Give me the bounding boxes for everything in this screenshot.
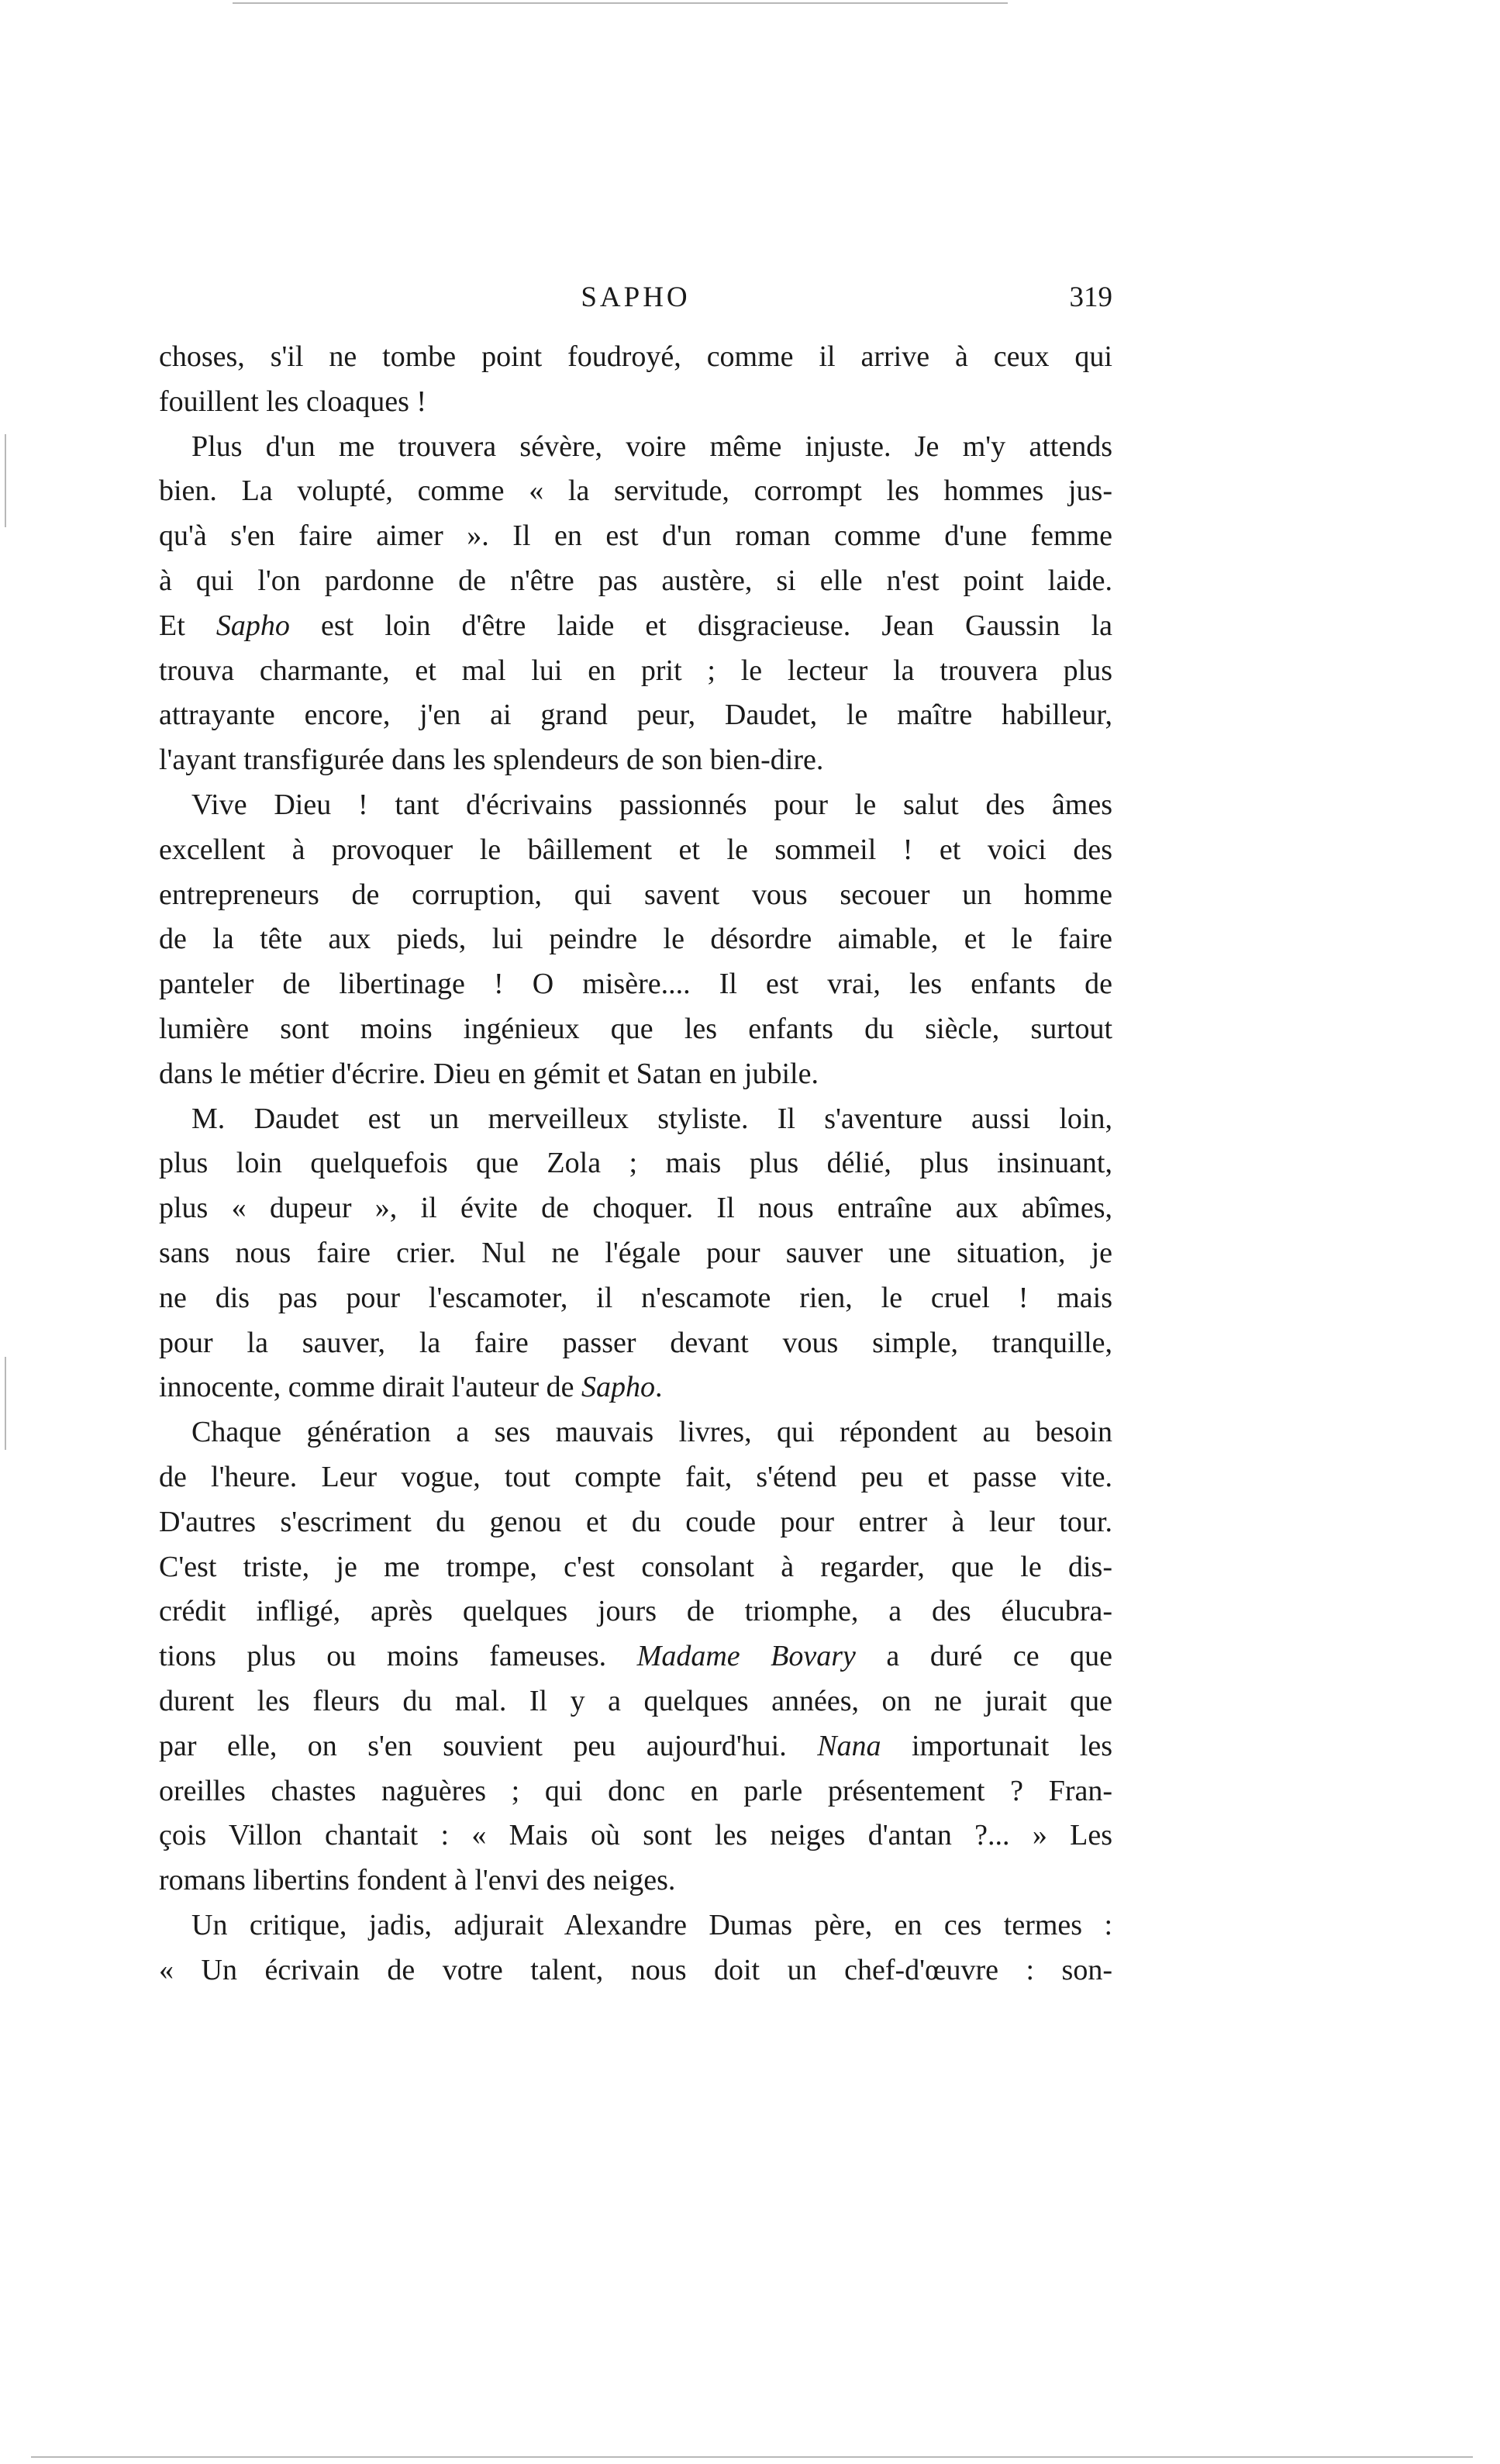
- book-title-nana: Nana: [817, 1729, 881, 1762]
- text-line: qu'à s'en faire aimer ». Il en est d'un roman comme d'une femme: [159, 519, 1112, 553]
- text-line: crédit infligé, après quelques jours de triomphe, a des élucubra-: [159, 1595, 1112, 1628]
- text-line: çois Villon chantait : « Mais où sont les neiges d'antan ?... » Les: [159, 1819, 1112, 1852]
- text-line: M. Daudet est un merveilleux styliste. Il s'aventure aussi loin,: [191, 1102, 1112, 1135]
- paragraph-2: [159, 425, 1112, 783]
- text-line: pour la sauver, la faire passer devant vous simple, tranquille,: [159, 1326, 1112, 1359]
- text-run: tions plus ou moins fameuses.: [159, 1640, 637, 1673]
- text-line: Un critique, jadis, adjurait Alexandre Dumas père, en ces termes :: [191, 1908, 1112, 1941]
- text-line: dans le métier d'écrire. Dieu en gémit et Satan en jubile.: [159, 1057, 819, 1090]
- paragraph-5: [159, 1410, 1112, 1903]
- text-line: « Un écrivain de votre talent, nous doit un chef-d'œuvre : son-: [159, 1953, 1112, 1986]
- text-line: sans nous faire crier. Nul ne l'égale pour sauver une situation, je: [159, 1236, 1112, 1269]
- text-line: bien. La volupté, comme « la servitude, corrompt les hommes jus-: [159, 475, 1112, 508]
- scan-border-bottom: [31, 2456, 1473, 2458]
- text-run: par elle, on s'en souvient peu aujourd'hui.: [159, 1729, 818, 1762]
- text-line: attrayante encore, j'en ai grand peur, Daudet, le maître habilleur,: [159, 699, 1112, 732]
- paragraph-3: [159, 783, 1112, 1097]
- page-number: 319: [1069, 281, 1112, 313]
- text-line: durent les fleurs du mal. Il y a quelques années, on ne jurait que: [159, 1684, 1112, 1717]
- text-run: a duré ce que: [855, 1640, 1112, 1673]
- text-line: [159, 604, 1112, 649]
- scan-border-top: [233, 2, 1008, 4]
- text-line: [159, 1634, 1112, 1679]
- running-title: SAPHO: [581, 281, 691, 313]
- text-line: choses, s'il ne tombe point foudroyé, comme il arrive à ceux qui: [159, 340, 1112, 373]
- text-run: est loin d'être laide et disgracieuse. Jean Gaussin la: [289, 609, 1112, 642]
- paragraph-4: [159, 1097, 1112, 1411]
- page-header: [159, 281, 1112, 327]
- text-line: Chaque génération a ses mauvais livres, qui répondent au besoin: [191, 1416, 1112, 1449]
- paragraph-6: [159, 1903, 1112, 1993]
- book-title-sapho: Sapho: [216, 609, 290, 642]
- text-line: lumière sont moins ingénieux que les enfants du siècle, surtout: [159, 1012, 1112, 1045]
- text-line: de la tête aux pieds, lui peindre le désordre aimable, et le faire: [159, 923, 1112, 956]
- text-line: D'autres s'escriment du genou et du coude pour entrer à leur tour.: [159, 1505, 1112, 1538]
- page-body: [159, 335, 1112, 1993]
- text-line: [159, 1365, 1112, 1410]
- text-run: .: [654, 1371, 663, 1404]
- text-line: l'ayant transfigurée dans les splendeurs de son bien-dire.: [159, 744, 824, 777]
- text-line: C'est triste, je me trompe, c'est consolant à regarder, que le dis-: [159, 1550, 1112, 1583]
- text-line: ne dis pas pour l'escamoter, il n'escamote rien, le cruel ! mais: [159, 1281, 1112, 1314]
- text-line: à qui l'on pardonne de n'être pas austère, si elle n'est point laide.: [159, 564, 1112, 597]
- text-line: excellent à provoquer le bâillement et le sommeil ! et voici des: [159, 833, 1112, 866]
- text-line: de l'heure. Leur vogue, tout compte fait, s'étend peu et passe vite.: [159, 1460, 1112, 1493]
- book-title-sapho: Sapho: [581, 1371, 655, 1404]
- text-line: [159, 1724, 1112, 1769]
- text-line: fouillent les cloaques !: [159, 385, 427, 418]
- text-line: Plus d'un me trouvera sévère, voire même injuste. Je m'y attends: [191, 430, 1112, 463]
- text-line: trouva charmante, et mal lui en prit ; le lecteur la trouvera plus: [159, 654, 1112, 687]
- text-line: plus loin quelquefois que Zola ; mais plus délié, plus insinuant,: [159, 1147, 1112, 1180]
- text-line: romans libertins fondent à l'envi des neiges.: [159, 1864, 676, 1897]
- text-line: oreilles chastes naguères ; qui donc en parle présentement ? Fran-: [159, 1774, 1112, 1807]
- book-title-madame-bovary: Madame Bovary: [636, 1640, 856, 1673]
- text-line: panteler de libertinage ! O misère.... Il est vrai, les enfants de: [159, 968, 1112, 1001]
- text-run: Et: [159, 609, 216, 642]
- scan-border-left: [5, 434, 6, 527]
- text-line: plus « dupeur », il évite de choquer. Il nous entraîne aux abîmes,: [159, 1192, 1112, 1225]
- text-run: innocente, comme dirait l'auteur de: [159, 1371, 581, 1404]
- text-run: importunait les: [881, 1729, 1112, 1762]
- text-line: entrepreneurs de corruption, qui savent vous secouer un homme: [159, 878, 1112, 911]
- paragraph-1: [159, 335, 1112, 425]
- text-line: Vive Dieu ! tant d'écrivains passionnés pour le salut des âmes: [191, 788, 1112, 821]
- scan-border-left-lower: [5, 1357, 6, 1450]
